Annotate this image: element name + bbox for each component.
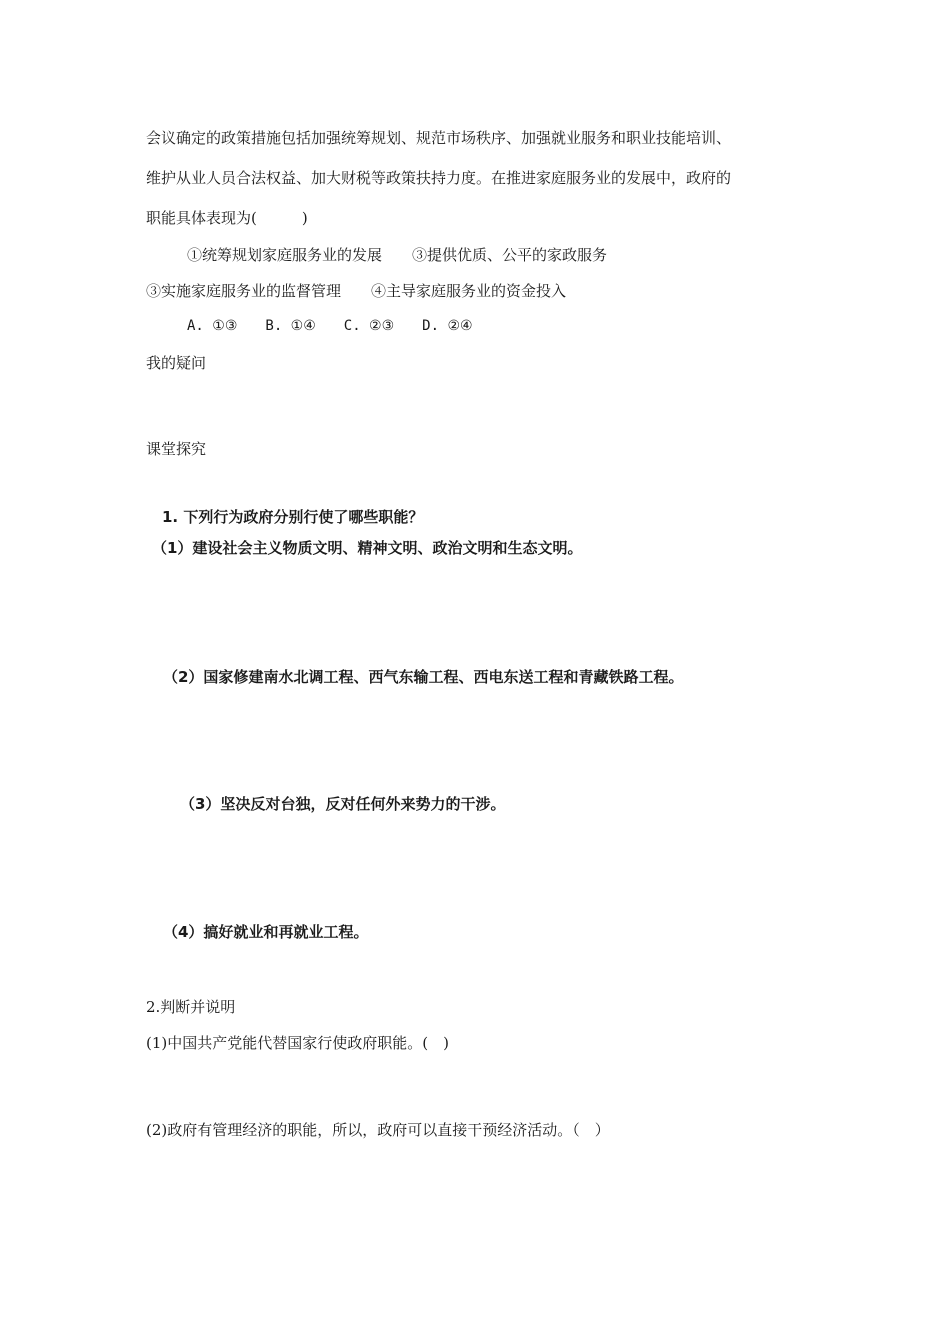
- q2-item-2: (2)政府有管理经济的职能，所以，政府可以直接干预经济活动。（ ）: [146, 1121, 610, 1139]
- q2-item-1: (1)中国共产党能代替国家行使政府职能。( ): [146, 1034, 449, 1052]
- statements-row-1: ①统筹规划家庭服务业的发展 ③提供优质、公平的家政服务: [187, 246, 608, 264]
- q1-item-1: （1）建设社会主义物质文明、精神文明、政治文明和生态文明。: [152, 539, 583, 557]
- q1-item-4: （4）搞好就业和再就业工程。: [163, 923, 369, 941]
- q1-item-3: （3）坚决反对台独，反对任何外来势力的干涉。: [180, 795, 506, 813]
- q1-title: 1. 下列行为政府分别行使了哪些职能？: [162, 508, 424, 526]
- intro-line-3: 职能具体表现为( ): [146, 209, 308, 227]
- q1-item-2: （2）国家修建南水北调工程、西气东输工程、西电东送工程和青藏铁路工程。: [163, 668, 684, 686]
- intro-line-1: 会议确定的政策措施包括加强统筹规划、规范市场秩序、加强就业服务和职业技能培训、: [146, 129, 732, 147]
- answer-choices: A. ①③ B. ①④ C. ②③ D. ②④: [187, 318, 473, 334]
- my-questions-heading: 我的疑问: [146, 354, 207, 372]
- statements-row-2: ③实施家庭服务业的监督管理 ④主导家庭服务业的资金投入: [146, 282, 567, 300]
- classroom-inquiry-heading: 课堂探究: [146, 440, 207, 458]
- q2-title: 2.判断并说明: [146, 998, 236, 1016]
- intro-line-2: 维护从业人员合法权益、加大财税等政策扶持力度。在推进家庭服务业的发展中，政府的: [146, 169, 732, 187]
